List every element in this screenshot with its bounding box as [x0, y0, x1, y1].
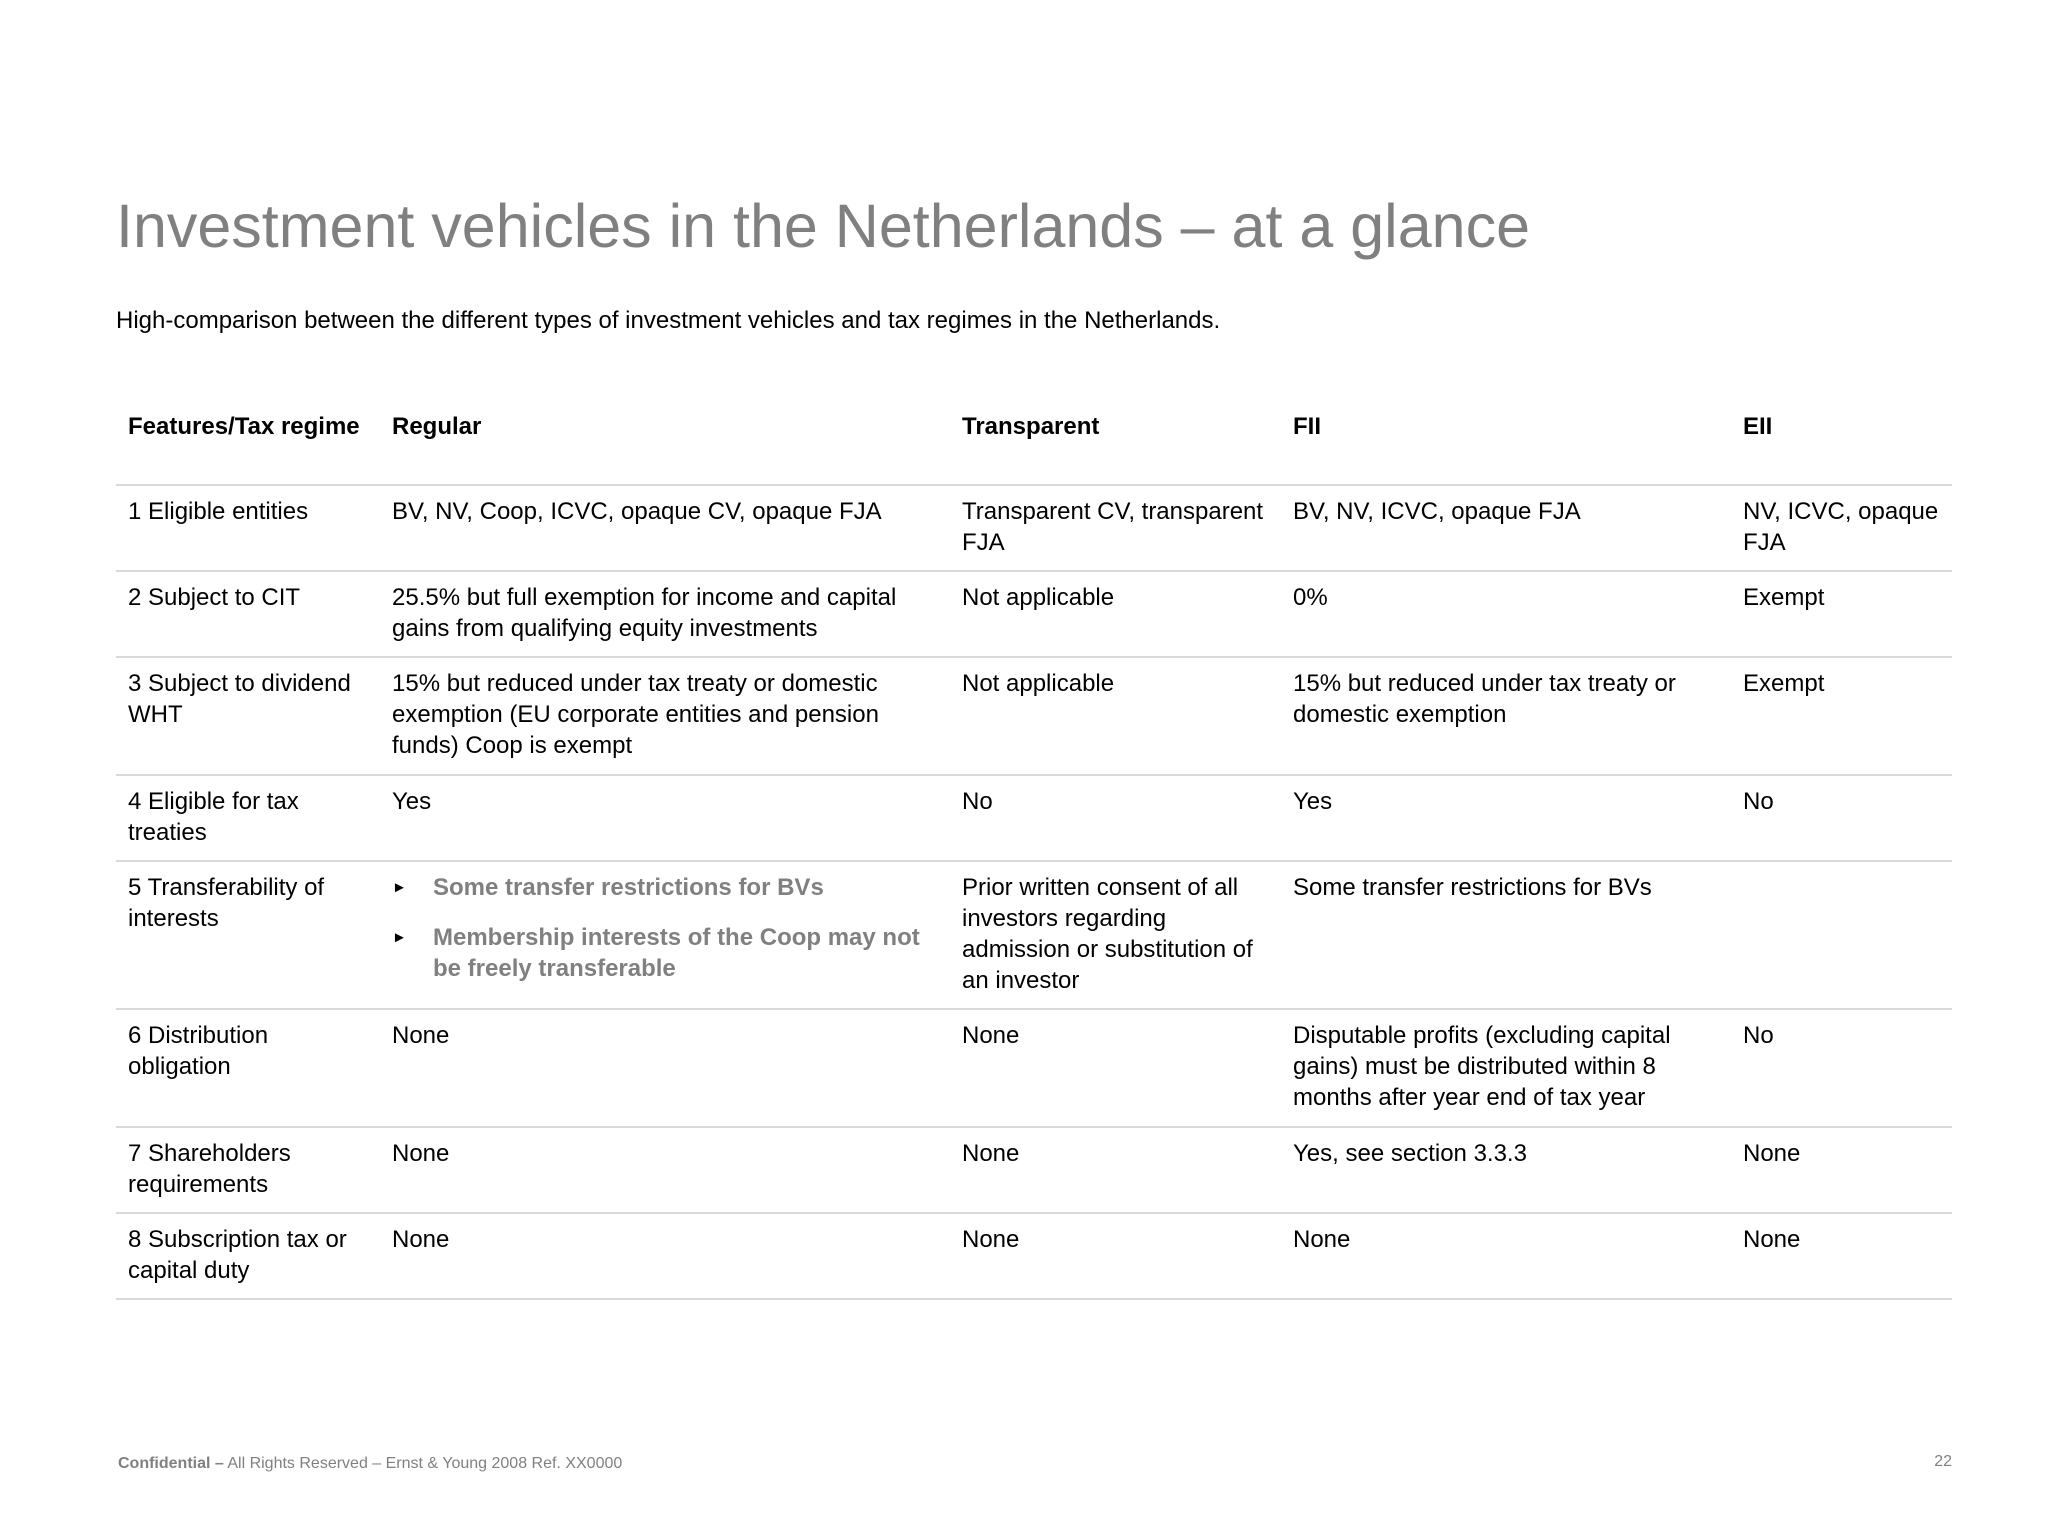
cell-eii: [1731, 861, 1952, 1009]
cell-feature: 1 Eligible entities: [116, 485, 380, 571]
cell-eii: Exempt: [1731, 571, 1952, 657]
header-fii: FII: [1281, 401, 1731, 485]
cell-feature: 7 Shareholders requirements: [116, 1127, 380, 1213]
cell-fii: Yes, see section 3.3.3: [1281, 1127, 1731, 1213]
cell-regular: None: [380, 1127, 950, 1213]
cell-eii: Exempt: [1731, 657, 1952, 775]
cell-feature: 3 Subject to dividend WHT: [116, 657, 380, 775]
header-features: Features/Tax regime: [116, 401, 380, 485]
cell-transparent: Not applicable: [950, 657, 1281, 775]
cell-eii: No: [1731, 775, 1952, 861]
page-title: Investment vehicles in the Netherlands – at a glance: [116, 192, 1530, 260]
header-regular: Regular: [380, 401, 950, 485]
triangle-bullet-icon: ►: [392, 879, 407, 896]
cell-regular: BV, NV, Coop, ICVC, opaque CV, opaque FJA: [380, 485, 950, 571]
cell-transparent: Transparent CV, transparent FJA: [950, 485, 1281, 571]
cell-eii: NV, ICVC, opaque FJA: [1731, 485, 1952, 571]
bullet-list: [392, 872, 938, 984]
cell-regular: Yes: [380, 775, 950, 861]
table-row: [116, 861, 1952, 1009]
cell-regular: 25.5% but full exemption for income and capital gains from qualifying equity investments: [380, 571, 950, 657]
cell-fii: 0%: [1281, 571, 1731, 657]
bullet-text: Membership interests of the Coop may not be freely transferable: [433, 924, 920, 982]
cell-regular: None: [380, 1213, 950, 1299]
cell-feature: 2 Subject to CIT: [116, 571, 380, 657]
cell-fii: None: [1281, 1213, 1731, 1299]
triangle-bullet-icon: ►: [392, 929, 407, 946]
cell-feature: 5 Transferability of interests: [116, 861, 380, 1009]
bullet-text: Some transfer restrictions for BVs: [433, 874, 824, 901]
cell-fii: 15% but reduced under tax treaty or domestic exemption: [1281, 657, 1731, 775]
table-row: [116, 657, 1952, 775]
table-row: [116, 571, 1952, 657]
cell-fii: Yes: [1281, 775, 1731, 861]
header-eii: EII: [1731, 401, 1952, 485]
table-header-row: [116, 401, 1952, 485]
cell-fii: Disputable profits (excluding capital gains) must be distributed within 8 months after year end of tax year: [1281, 1009, 1731, 1127]
cell-transparent: Not applicable: [950, 571, 1281, 657]
table-row: [116, 1009, 1952, 1127]
cell-transparent: Prior written consent of all investors regarding admission or substitution of an investor: [950, 861, 1281, 1009]
footer: [118, 1455, 622, 1473]
cell-eii: No: [1731, 1009, 1952, 1127]
footer-confidential: Confidential –: [118, 1455, 224, 1472]
cell-transparent: None: [950, 1009, 1281, 1127]
cell-feature: 6 Distribution obligation: [116, 1009, 380, 1127]
page-subtitle: High-comparison between the different types of investment vehicles and tax regimes in the Netherlands.: [116, 307, 1221, 334]
cell-transparent: No: [950, 775, 1281, 861]
cell-regular: [380, 861, 950, 1009]
page-number: 22: [1934, 1453, 1952, 1470]
list-item: [392, 872, 938, 903]
cell-regular: None: [380, 1009, 950, 1127]
header-transparent: Transparent: [950, 401, 1281, 485]
comparison-table: [116, 401, 1952, 1300]
cell-transparent: None: [950, 1127, 1281, 1213]
footer-rights: All Rights Reserved – Ernst & Young 2008 Ref. XX0000: [227, 1455, 623, 1472]
list-item: [392, 922, 938, 984]
cell-regular: 15% but reduced under tax treaty or domestic exemption (EU corporate entities and pension funds) Coop is exempt: [380, 657, 950, 775]
table-row: [116, 775, 1952, 861]
cell-feature: 8 Subscription tax or capital duty: [116, 1213, 380, 1299]
cell-fii: Some transfer restrictions for BVs: [1281, 861, 1731, 1009]
cell-eii: None: [1731, 1127, 1952, 1213]
cell-fii: BV, NV, ICVC, opaque FJA: [1281, 485, 1731, 571]
table-row: [116, 1213, 1952, 1299]
table-row: [116, 1127, 1952, 1213]
cell-eii: None: [1731, 1213, 1952, 1299]
table-row: [116, 485, 1952, 571]
cell-transparent: None: [950, 1213, 1281, 1299]
cell-feature: 4 Eligible for tax treaties: [116, 775, 380, 861]
